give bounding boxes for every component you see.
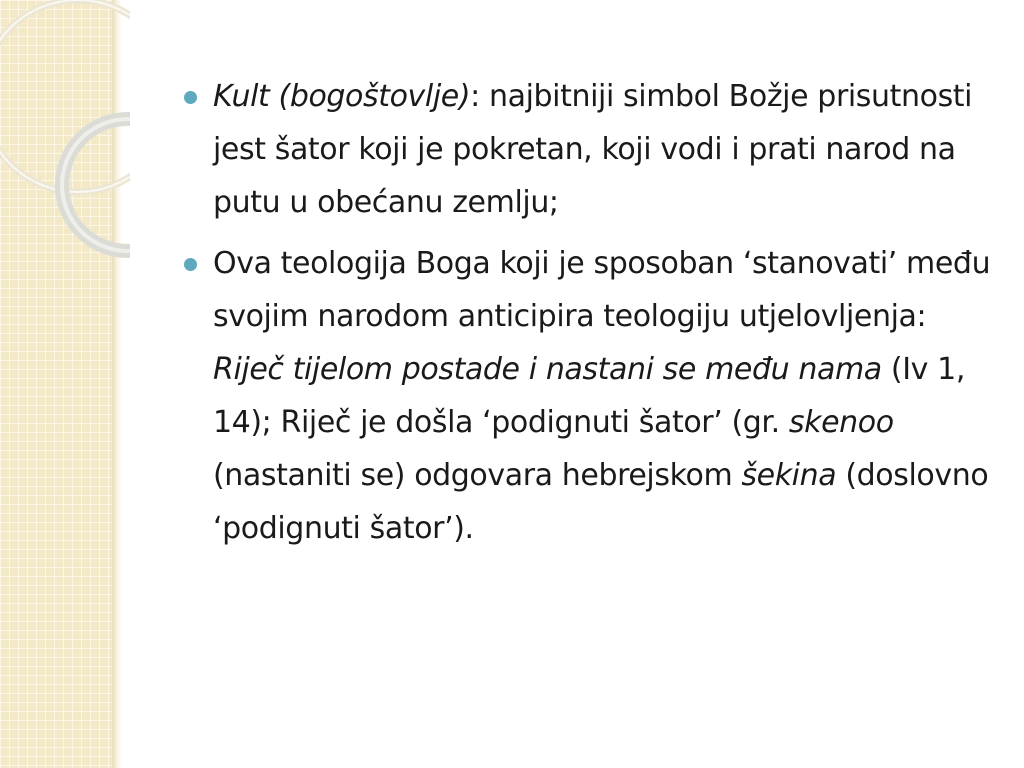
bullet-item-2 — [184, 237, 992, 555]
rings-graphic — [0, 0, 130, 300]
text-regular: (nastaniti se) odgovara hebrejskom — [213, 458, 742, 493]
text-regular: (doslovno ‘podignuti šator’). — [213, 458, 989, 546]
text-regular: (Iv 1, 14); Riječ je došla ‘podignuti šator’ (gr. — [213, 352, 965, 440]
text-italic: šekina — [741, 458, 837, 493]
bullet-dot-icon — [184, 258, 197, 271]
text-italic: skenoo — [788, 405, 894, 440]
slide-content — [184, 70, 992, 563]
decorative-rings — [0, 0, 130, 300]
bullet-text-2 — [213, 246, 990, 546]
bullet-dot-icon — [184, 91, 197, 104]
bullet-item-1 — [184, 70, 992, 229]
text-regular: Ova teologija Boga koji je sposoban ‘stanovati’ među svojim narodom anticipira teologiju utjelovljenja: — [213, 246, 991, 334]
text-italic: Kult (bogoštovlje) — [213, 79, 471, 114]
text-regular: : najbitniji simbol Božje prisutnosti jest šator koji je pokretan, koji vodi i prati narod na putu u obećanu zemlju; — [213, 79, 973, 220]
text-italic: Riječ tijelom postade i nastani se među nama — [213, 352, 882, 387]
bullet-text-1 — [213, 79, 972, 220]
